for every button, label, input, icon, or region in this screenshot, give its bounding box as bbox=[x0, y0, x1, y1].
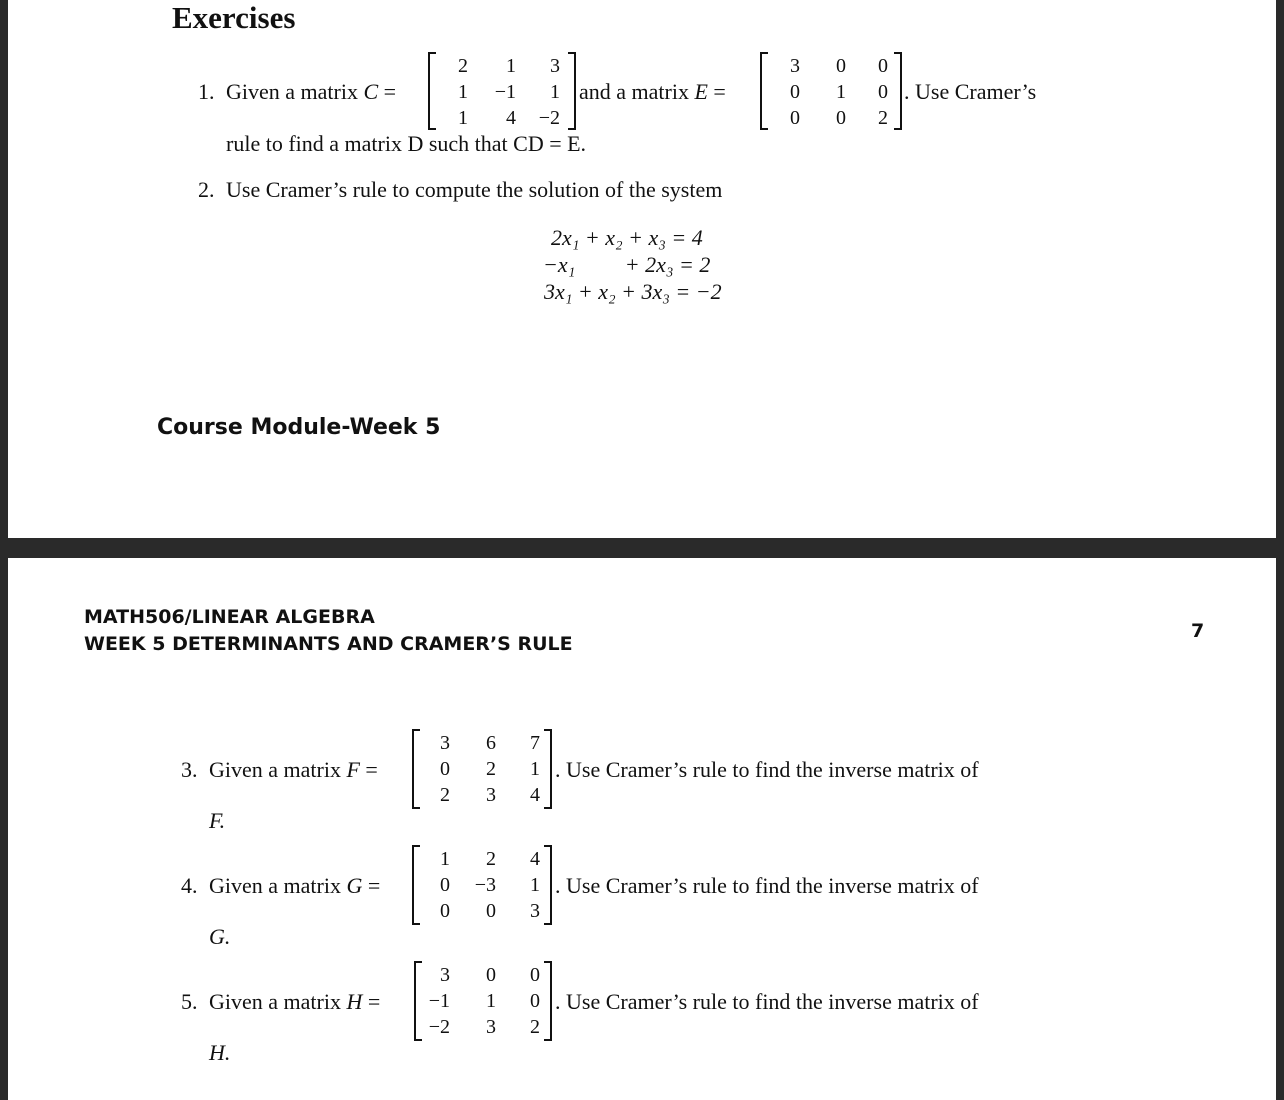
matrix-c-cell: −1 bbox=[494, 81, 516, 103]
system-equation-1: 2x₁ + x₂ + x₃ = 4 bbox=[551, 225, 703, 250]
matrix-g-cell: 0 bbox=[440, 874, 450, 896]
exercise-1-middle bbox=[579, 79, 726, 105]
exercise-1-intro bbox=[226, 79, 396, 105]
matrix-h-cell: 3 bbox=[440, 964, 450, 986]
matrix-c bbox=[428, 54, 576, 128]
page-1 bbox=[8, 0, 1276, 538]
page-2 bbox=[8, 558, 1276, 1100]
exercise-4-tail: G. bbox=[209, 924, 231, 949]
exercise-5-intro bbox=[209, 989, 380, 1015]
exercise-1-mid: and a matrix bbox=[579, 79, 689, 104]
equals-sign: = bbox=[383, 79, 397, 104]
system-equation-3: 3x₁ + x₂ + 3x₃ = −2 bbox=[544, 279, 722, 304]
matrix-g-cell: 2 bbox=[486, 848, 496, 870]
exercise-4-number: 4. bbox=[181, 873, 198, 898]
equals-sign: = bbox=[713, 79, 726, 104]
matrix-f-cell: 7 bbox=[530, 732, 540, 754]
matrix-g-cell: 1 bbox=[530, 874, 540, 896]
matrix-c-cell: 1 bbox=[458, 81, 468, 103]
matrix-c-cell: 1 bbox=[458, 107, 468, 129]
matrix-e-name: E bbox=[694, 79, 708, 104]
matrix-h bbox=[414, 963, 552, 1039]
exercise-5-post: . Use Cramer’s rule to find the inverse matrix of bbox=[555, 989, 979, 1014]
page-number: 7 bbox=[1191, 620, 1205, 642]
exercise-2-text: Use Cramer’s rule to compute the solution of the system bbox=[226, 177, 723, 202]
matrix-f-cell: 2 bbox=[486, 758, 496, 780]
matrix-h-cell: −1 bbox=[428, 990, 450, 1012]
matrix-f bbox=[412, 731, 552, 807]
exercise-4-post: . Use Cramer’s rule to find the inverse matrix of bbox=[555, 873, 979, 898]
matrix-f-cell: 6 bbox=[486, 732, 496, 754]
exercise-1-line2: rule to find a matrix D such that CD = E. bbox=[226, 131, 587, 156]
course-code-header: MATH506/LINEAR ALGEBRA bbox=[84, 606, 375, 628]
matrix-h-cell: 1 bbox=[486, 990, 496, 1012]
matrix-f-cell: 3 bbox=[486, 784, 496, 806]
matrix-h-cell: 2 bbox=[530, 1016, 540, 1038]
equals-sign: = bbox=[367, 873, 381, 898]
matrix-e-cell: 3 bbox=[790, 55, 800, 77]
exercise-2-number: 2. bbox=[198, 177, 215, 202]
exercise-5-tail: H. bbox=[209, 1040, 231, 1065]
matrix-h-cell: 0 bbox=[530, 964, 540, 986]
matrix-h-cell: 0 bbox=[530, 990, 540, 1012]
matrix-e-cell: 0 bbox=[878, 81, 888, 103]
matrix-g-cell: 0 bbox=[486, 900, 496, 922]
exercise-3-tail: F. bbox=[209, 808, 226, 833]
matrix-c-cell: −2 bbox=[538, 107, 560, 129]
matrix-g-cell: 4 bbox=[530, 848, 540, 870]
matrix-g-name: G bbox=[346, 873, 363, 898]
matrix-e-cell: 0 bbox=[836, 55, 846, 77]
equals-sign: = bbox=[365, 757, 378, 782]
exercise-3-pre: Given a matrix bbox=[209, 757, 341, 782]
exercise-5-number: 5. bbox=[181, 989, 198, 1014]
exercise-1-number: 1. bbox=[198, 79, 215, 104]
matrix-g bbox=[412, 847, 552, 923]
matrix-g-cell: 1 bbox=[440, 848, 450, 870]
matrix-h-cell: 3 bbox=[486, 1016, 496, 1038]
matrix-g-cell: 3 bbox=[530, 900, 540, 922]
exercises-heading: Exercises bbox=[172, 0, 296, 35]
matrix-h-cell: 0 bbox=[486, 964, 496, 986]
system-equation-2: −x₁ + 2x₃ = 2 bbox=[543, 252, 711, 277]
matrix-c-cell: 3 bbox=[550, 55, 560, 77]
matrix-f-name: F bbox=[346, 757, 360, 782]
exercise-3-number: 3. bbox=[181, 757, 198, 782]
matrix-c-cell: 1 bbox=[506, 55, 516, 77]
matrix-g-cell: 0 bbox=[440, 900, 450, 922]
matrix-h-cell: −2 bbox=[428, 1016, 450, 1038]
matrix-e bbox=[760, 54, 902, 128]
matrix-c-cell: 1 bbox=[550, 81, 560, 103]
week-title-header: WEEK 5 DETERMINANTS AND CRAMER’S RULE bbox=[84, 633, 573, 655]
exercise-4-intro bbox=[209, 873, 380, 899]
matrix-e-cell: 0 bbox=[790, 81, 800, 103]
matrix-f-cell: 4 bbox=[530, 784, 540, 806]
matrix-e-cell: 0 bbox=[878, 55, 888, 77]
matrix-c-cell: 2 bbox=[458, 55, 468, 77]
matrix-f-cell: 3 bbox=[440, 732, 450, 754]
matrix-h-name: H bbox=[346, 989, 363, 1014]
matrix-e-cell: 0 bbox=[836, 107, 846, 129]
matrix-f-cell: 0 bbox=[440, 758, 450, 780]
exercise-1-pre: Given a matrix bbox=[226, 79, 358, 104]
matrix-e-cell: 2 bbox=[878, 107, 888, 129]
matrix-g-cell: −3 bbox=[474, 874, 496, 896]
exercise-4-pre: Given a matrix bbox=[209, 873, 341, 898]
matrix-f-cell: 2 bbox=[440, 784, 450, 806]
exercise-3-intro bbox=[209, 757, 378, 783]
matrix-c-name: C bbox=[363, 79, 379, 104]
matrix-c-cell: 4 bbox=[506, 107, 516, 129]
exercise-3-post: . Use Cramer’s rule to find the inverse matrix of bbox=[555, 757, 979, 782]
matrix-e-cell: 1 bbox=[836, 81, 846, 103]
matrix-e-cell: 0 bbox=[790, 107, 800, 129]
matrix-f-cell: 1 bbox=[530, 758, 540, 780]
exercise-5-pre: Given a matrix bbox=[209, 989, 341, 1014]
equals-sign: = bbox=[367, 989, 381, 1014]
exercise-1-post: . Use Cramer’s bbox=[904, 79, 1037, 104]
course-module-footer: Course Module-Week 5 bbox=[157, 415, 441, 440]
